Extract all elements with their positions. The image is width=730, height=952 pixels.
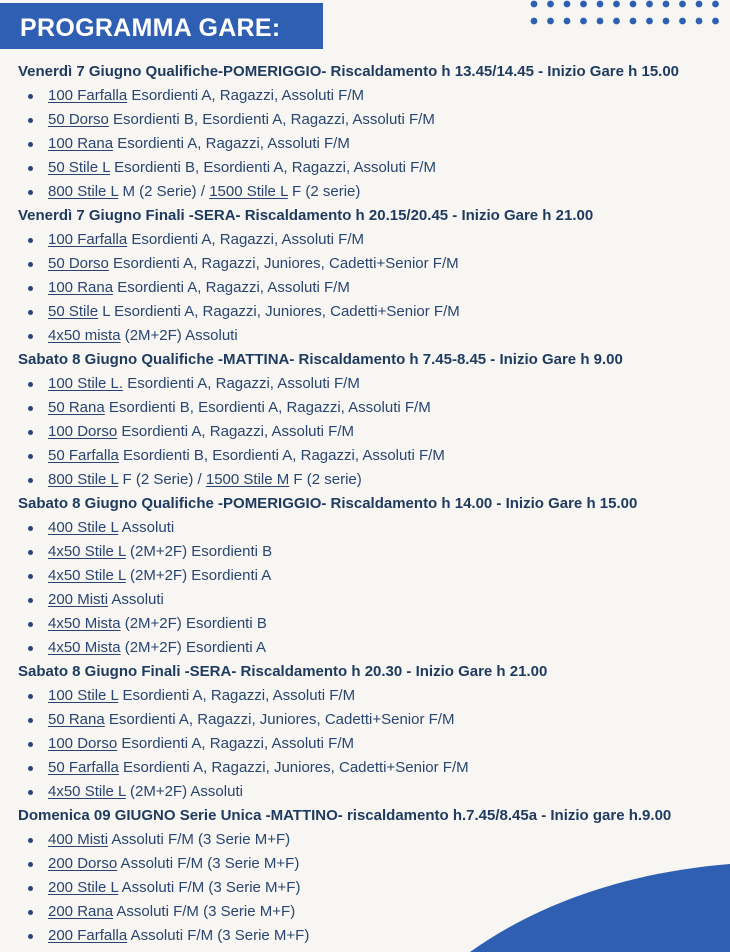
bullet-icon — [28, 574, 33, 579]
event-item — [18, 468, 718, 492]
event-details: Assoluti F/M (3 Serie M+F) — [117, 855, 300, 872]
event-item — [18, 396, 718, 420]
event-item — [18, 420, 718, 444]
event-item — [18, 828, 718, 852]
event-link[interactable]: 4x50 Mista — [48, 639, 121, 656]
event-link[interactable]: 50 Stile L — [48, 159, 110, 176]
bullet-icon — [28, 886, 33, 891]
bullet-icon — [28, 310, 33, 315]
bullet-icon — [28, 838, 33, 843]
event-details: Esordienti B, Esordienti A, Ragazzi, Assoluti F/M — [108, 111, 435, 128]
bullet-icon — [28, 238, 33, 243]
event-item — [18, 876, 718, 900]
event-item — [18, 444, 718, 468]
event-link[interactable]: 1500 Stile L — [209, 183, 288, 200]
event-details: (2M+2F) Esordienti B — [120, 615, 267, 632]
bullet-icon — [28, 550, 33, 555]
event-item — [18, 300, 718, 324]
bullet-icon — [28, 766, 33, 771]
bullet-icon — [28, 478, 33, 483]
event-details: Esordienti B, Esordienti A, Ragazzi, Assoluti F/M — [110, 159, 436, 176]
event-link[interactable]: 4x50 Mista — [48, 615, 121, 632]
bullet-icon — [28, 742, 33, 747]
event-details: Esordienti A, Ragazzi, Assoluti F/M — [117, 735, 354, 752]
event-item — [18, 780, 718, 804]
event-details: F (2 Serie) / — [118, 471, 206, 488]
event-details: Esordienti A, Ragazzi, Juniores, Cadetti+Senior F/M — [108, 255, 459, 272]
event-details: (2M+2F) Esordienti B — [125, 543, 273, 560]
bullet-icon — [28, 94, 33, 99]
event-link[interactable]: 100 Rana — [48, 135, 114, 152]
bullet-icon — [28, 262, 33, 267]
bullet-icon — [28, 934, 33, 939]
event-link[interactable]: 50 Farfalla — [48, 447, 119, 464]
event-details: Assoluti — [108, 591, 164, 608]
event-link[interactable]: 50 Rana — [48, 711, 105, 728]
bullet-icon — [28, 790, 33, 795]
event-item — [18, 372, 718, 396]
event-link[interactable]: 100 Stile L. — [48, 375, 124, 392]
event-details: Assoluti — [118, 519, 175, 536]
event-details: (2M+2F) Assoluti — [125, 783, 243, 800]
event-link[interactable]: 200 Misti — [48, 591, 109, 608]
event-item — [18, 324, 718, 348]
event-details: Esordienti A, Ragazzi, Assoluti F/M — [127, 231, 364, 248]
event-details: Assoluti F/M (3 Serie M+F) — [113, 903, 296, 920]
event-item — [18, 252, 718, 276]
event-link[interactable]: 100 Dorso — [48, 735, 118, 752]
event-link[interactable]: 100 Farfalla — [48, 231, 128, 248]
event-details: F (2 serie) — [287, 183, 361, 200]
header-banner — [0, 3, 323, 49]
bullet-icon — [28, 910, 33, 915]
event-details: (2M+2F) Esordienti A — [120, 639, 267, 656]
schedule-content — [18, 60, 718, 948]
section-title: Sabato 8 Giugno Qualifiche -MATTINA- Riscaldamento h 7.45-8.45 - Inizio Gare h 9.00 — [18, 351, 623, 368]
event-item — [18, 84, 718, 108]
bullet-icon — [28, 334, 33, 339]
event-list — [18, 684, 718, 804]
event-link[interactable]: 50 Dorso — [48, 255, 109, 272]
event-details: (2M+2F) Assoluti — [120, 327, 238, 344]
bullet-icon — [28, 142, 33, 147]
event-item — [18, 756, 718, 780]
bullet-icon — [28, 622, 33, 627]
event-link[interactable]: 4x50 Stile L — [48, 543, 126, 560]
event-item — [18, 132, 718, 156]
event-details: Assoluti F/M (3 Serie M+F) — [118, 879, 301, 896]
section-title: Sabato 8 Giugno Qualifiche -POMERIGGIO- Riscaldamento h 14.00 - Inizio Gare h 15.00 — [18, 495, 638, 512]
event-link[interactable]: 400 Misti — [48, 831, 109, 848]
event-details: Assoluti F/M (3 Serie M+F) — [127, 927, 310, 944]
event-link[interactable]: 200 Stile L — [48, 879, 119, 896]
event-details: Esordienti A, Ragazzi, Assoluti F/M — [118, 687, 356, 704]
event-details: Esordienti A, Ragazzi, Assoluti F/M — [113, 135, 350, 152]
event-list — [18, 372, 718, 492]
bullet-icon — [28, 118, 33, 123]
event-link[interactable]: 4x50 mista — [48, 327, 121, 344]
event-item — [18, 612, 718, 636]
bullet-icon — [28, 430, 33, 435]
event-link[interactable]: 200 Rana — [48, 903, 114, 920]
event-list — [18, 84, 718, 204]
event-details: Esordienti B, Esordienti A, Ragazzi, Assoluti F/M — [118, 447, 445, 464]
event-link[interactable]: 100 Farfalla — [48, 87, 128, 104]
event-item — [18, 732, 718, 756]
event-item — [18, 708, 718, 732]
bullet-icon — [28, 718, 33, 723]
event-details: Esordienti A, Ragazzi, Juniores, Cadetti+Senior F/M — [104, 711, 455, 728]
event-details: Esordienti A, Ragazzi, Assoluti F/M — [113, 279, 350, 296]
event-item — [18, 540, 718, 564]
section-title: Venerdì 7 Giugno Finali -SERA- Riscaldamento h 20.15/20.45 - Inizio Gare h 21.00 — [18, 207, 594, 224]
bullet-icon — [28, 694, 33, 699]
bullet-icon — [28, 382, 33, 387]
page-title: PROGRAMMA GARE: — [20, 14, 281, 42]
event-link[interactable]: 100 Rana — [48, 279, 114, 296]
event-list — [18, 828, 718, 948]
event-link[interactable]: 50 Dorso — [48, 111, 109, 128]
bullet-icon — [28, 406, 33, 411]
event-link[interactable]: 50 Rana — [48, 399, 105, 416]
event-item — [18, 276, 718, 300]
event-item — [18, 588, 718, 612]
event-list — [18, 228, 718, 348]
event-link[interactable]: 200 Dorso — [48, 855, 118, 872]
decorative-dots — [526, 0, 726, 28]
event-details: Esordienti A, Ragazzi, Assoluti F/M — [123, 375, 360, 392]
section-title: Domenica 09 GIUGNO Serie Unica -MATTINO- riscaldamento h.7.45/8.45a - Inizio gare h.9.00 — [18, 807, 672, 824]
event-link[interactable]: 100 Dorso — [48, 423, 118, 440]
event-details: Esordienti A, Ragazzi, Assoluti F/M — [117, 423, 354, 440]
event-item — [18, 180, 718, 204]
event-item — [18, 636, 718, 660]
event-item — [18, 156, 718, 180]
bullet-icon — [28, 190, 33, 195]
event-link[interactable]: 400 Stile L — [48, 519, 119, 536]
event-details: Assoluti F/M (3 Serie M+F) — [108, 831, 291, 848]
event-details: F (2 serie) — [289, 471, 362, 488]
event-link[interactable]: 4x50 Stile L — [48, 783, 126, 800]
event-item — [18, 924, 718, 948]
event-details: Esordienti A, Ragazzi, Assoluti F/M — [127, 87, 364, 104]
event-list — [18, 516, 718, 660]
event-item — [18, 684, 718, 708]
event-link[interactable]: 800 Stile L — [48, 471, 119, 488]
bullet-icon — [28, 646, 33, 651]
event-details: Esordienti A, Ragazzi, Juniores, Cadetti+Senior F/M — [118, 759, 469, 776]
event-item — [18, 852, 718, 876]
event-details: Esordienti B, Esordienti A, Ragazzi, Assoluti F/M — [104, 399, 431, 416]
event-link[interactable]: 50 Stile — [48, 303, 99, 320]
section-title: Venerdì 7 Giugno Qualifiche-POMERIGGIO- Riscaldamento h 13.45/14.45 - Inizio Gare h 15.00 — [18, 63, 680, 80]
event-item — [18, 228, 718, 252]
bullet-icon — [28, 862, 33, 867]
event-details: (2M+2F) Esordienti A — [125, 567, 272, 584]
event-item — [18, 108, 718, 132]
bullet-icon — [28, 286, 33, 291]
event-link[interactable]: 100 Stile L — [48, 687, 119, 704]
event-link[interactable]: 200 Farfalla — [48, 927, 128, 944]
event-link[interactable]: 800 Stile L — [48, 183, 119, 200]
event-item — [18, 516, 718, 540]
bullet-icon — [28, 454, 33, 459]
bullet-icon — [28, 598, 33, 603]
event-item — [18, 900, 718, 924]
bullet-icon — [28, 166, 33, 171]
event-link[interactable]: 1500 Stile M — [205, 471, 290, 488]
event-item — [18, 564, 718, 588]
event-details: M (2 Serie) / — [118, 183, 210, 200]
event-link[interactable]: 4x50 Stile L — [48, 567, 126, 584]
event-details: L Esordienti A, Ragazzi, Juniores, Cadetti+Senior F/M — [98, 303, 460, 320]
section-title: Sabato 8 Giugno Finali -SERA- Riscaldamento h 20.30 - Inizio Gare h 21.00 — [18, 663, 548, 680]
event-link[interactable]: 50 Farfalla — [48, 759, 119, 776]
bullet-icon — [28, 526, 33, 531]
